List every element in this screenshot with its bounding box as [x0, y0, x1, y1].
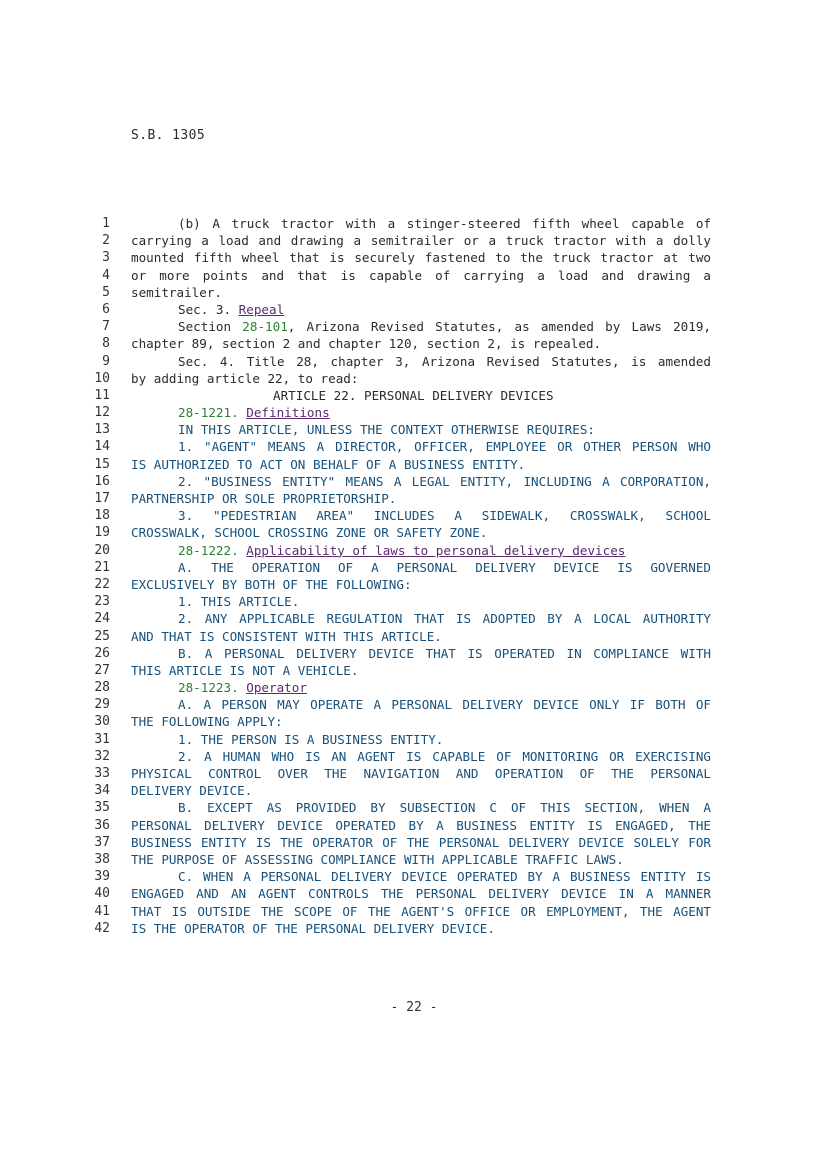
- text-run: Section: [178, 319, 243, 335]
- line-text: [131, 421, 711, 438]
- line-number: 28: [94, 680, 110, 696]
- line-text: [131, 490, 711, 507]
- line-text: [131, 473, 711, 490]
- text-run: 1. THIS ARTICLE.: [178, 594, 300, 610]
- line-text: [131, 249, 711, 266]
- line-number: 21: [94, 559, 110, 575]
- bill-line: [0, 456, 828, 473]
- text-run: IS THE OPERATOR OF THE PERSONAL DELIVERY DEVICE.: [131, 920, 495, 936]
- text-run: B. A PERSONAL DELIVERY DEVICE THAT IS OPERATED IN COMPLIANCE WITH: [178, 645, 711, 661]
- bill-line: [0, 920, 828, 937]
- line-number: 23: [94, 594, 110, 610]
- bill-line: [0, 903, 828, 920]
- line-text: [131, 387, 711, 404]
- text-run: A. A PERSON MAY OPERATE A PERSONAL DELIVERY DEVICE ONLY IF BOTH OF: [178, 697, 711, 713]
- text-run: mounted fifth wheel that is securely fastened to the truck tractor at two: [131, 250, 711, 266]
- text-run: IS AUTHORIZED TO ACT ON BEHALF OF A BUSINESS ENTITY.: [131, 456, 526, 472]
- text-run: PARTNERSHIP OR SOLE PROPRIETORSHIP.: [131, 491, 397, 506]
- text-run: chapter 89, section 2 and chapter 120, section 2, is repealed.: [131, 336, 602, 352]
- bill-line: [0, 438, 828, 455]
- line-number: 7: [102, 319, 110, 335]
- text-run: ENGAGED AND AN AGENT CONTROLS THE PERSONAL DELIVERY DEVICE IN A MANNER: [131, 886, 711, 902]
- line-number: 4: [102, 267, 110, 283]
- text-run: 2. ANY APPLICABLE REGULATION THAT IS ADOPTED BY A LOCAL AUTHORITY: [178, 611, 711, 627]
- bill-text-body: [0, 215, 828, 937]
- text-run: semitrailer.: [131, 284, 222, 300]
- text-run: C. WHEN A PERSONAL DELIVERY DEVICE OPERATED BY A BUSINESS ENTITY IS: [178, 869, 711, 885]
- bill-line: [0, 542, 828, 559]
- bill-line: [0, 353, 828, 370]
- text-run: Sec. 4. Title 28, chapter 3, Arizona Revised Statutes, is amended: [178, 353, 711, 369]
- bill-line: [0, 799, 828, 816]
- text-run: THE FOLLOWING APPLY:: [131, 714, 283, 730]
- bill-line: [0, 284, 828, 301]
- line-number: 16: [94, 473, 110, 489]
- line-text: [131, 507, 711, 524]
- line-number: 5: [102, 284, 110, 300]
- line-number: 42: [94, 920, 110, 936]
- bill-line: [0, 885, 828, 902]
- section-heading: Repeal: [238, 301, 285, 317]
- text-run: A. THE OPERATION OF A PERSONAL DELIVERY DEVICE IS GOVERNED: [178, 559, 711, 575]
- bill-line: [0, 559, 828, 576]
- text-run: DELIVERY DEVICE.: [131, 783, 253, 799]
- text-run: CROSSWALK, SCHOOL CROSSING ZONE OR SAFETY ZONE.: [131, 525, 488, 541]
- bill-line: [0, 249, 828, 266]
- line-number: 31: [94, 731, 110, 747]
- line-text: [131, 524, 711, 541]
- bill-line: [0, 834, 828, 851]
- line-text: [131, 353, 711, 370]
- line-text: [131, 834, 711, 851]
- line-number: 33: [94, 766, 110, 781]
- line-text: [131, 748, 711, 765]
- bill-line: [0, 524, 828, 541]
- line-number: 9: [102, 353, 110, 369]
- line-text: [131, 318, 711, 335]
- bill-line: [0, 370, 828, 387]
- text-run: Sec. 3.: [178, 301, 239, 317]
- line-text: [131, 851, 711, 868]
- line-text: [131, 731, 711, 748]
- section-heading: Definitions: [246, 405, 330, 421]
- text-run: 28-101: [242, 319, 288, 335]
- line-number: 35: [94, 800, 110, 816]
- line-text: [131, 576, 711, 593]
- line-text: [131, 885, 711, 902]
- bill-line: [0, 628, 828, 645]
- bill-line: [0, 507, 828, 524]
- line-number: 17: [94, 491, 110, 506]
- line-number: 41: [94, 903, 110, 919]
- bill-line: [0, 318, 828, 335]
- bill-line: [0, 851, 828, 868]
- line-number: 30: [94, 714, 110, 730]
- bill-line: [0, 473, 828, 490]
- bill-line: [0, 731, 828, 748]
- bill-line: [0, 679, 828, 696]
- line-text: [131, 628, 711, 645]
- section-heading: Operator: [246, 680, 307, 696]
- line-text: [131, 713, 711, 730]
- line-number: 25: [94, 628, 110, 644]
- text-run: B. EXCEPT AS PROVIDED BY SUBSECTION C OF THIS SECTION, WHEN A: [178, 800, 711, 816]
- line-number: 8: [102, 336, 110, 352]
- page-number: - 22 -: [390, 1000, 438, 1015]
- bill-line: [0, 421, 828, 438]
- bill-line: [0, 662, 828, 679]
- text-run: BUSINESS ENTITY IS THE OPERATOR OF THE PERSONAL DELIVERY DEVICE SOLELY FOR: [131, 834, 711, 850]
- text-run: PHYSICAL CONTROL OVER THE NAVIGATION AND OPERATION OF THE PERSONAL: [131, 766, 711, 781]
- line-number: 6: [102, 301, 110, 317]
- line-number: 27: [94, 662, 110, 678]
- line-text: [131, 868, 711, 885]
- bill-line: [0, 868, 828, 885]
- text-run: 2. A HUMAN WHO IS AN AGENT IS CAPABLE OF MONITORING OR EXERCISING: [178, 748, 711, 764]
- line-text: [131, 232, 711, 249]
- line-number: 40: [94, 886, 110, 902]
- bill-line: [0, 387, 828, 404]
- bill-line: [0, 576, 828, 593]
- text-run: THE PURPOSE OF ASSESSING COMPLIANCE WITH APPLICABLE TRAFFIC LAWS.: [131, 851, 624, 867]
- line-text: [131, 679, 711, 696]
- line-text: [131, 559, 711, 576]
- text-run: (b) A truck tractor with a stinger-steered fifth wheel capable of: [178, 216, 711, 231]
- line-text: [131, 645, 711, 662]
- text-run: EXCLUSIVELY BY BOTH OF THE FOLLOWING:: [131, 576, 412, 592]
- text-run: 28-1222.: [178, 542, 247, 558]
- line-number: 15: [94, 456, 110, 472]
- bill-line: [0, 267, 828, 284]
- line-text: [131, 765, 711, 782]
- bill-line: [0, 215, 828, 232]
- line-number: 24: [94, 611, 110, 627]
- line-number: 1: [102, 216, 110, 231]
- text-run: IN THIS ARTICLE, UNLESS THE CONTEXT OTHERWISE REQUIRES:: [178, 422, 596, 438]
- text-run: or more points and that is capable of carrying a load and drawing a: [131, 267, 711, 283]
- text-run: 28-1221.: [178, 405, 247, 421]
- line-number: 20: [94, 542, 110, 558]
- line-text: [131, 593, 711, 610]
- line-number: 13: [94, 422, 110, 438]
- line-number: 39: [94, 869, 110, 885]
- line-text: [131, 662, 711, 679]
- bill-line: [0, 232, 828, 249]
- line-text: [131, 438, 711, 455]
- text-run: AND THAT IS CONSISTENT WITH THIS ARTICLE.: [131, 628, 442, 644]
- text-run: 2. "BUSINESS ENTITY" MEANS A LEGAL ENTITY, INCLUDING A CORPORATION,: [178, 473, 711, 489]
- line-text: [131, 920, 711, 937]
- text-run: carrying a load and drawing a semitrailer or a truck tractor with a dolly: [131, 233, 711, 249]
- line-number: 14: [94, 439, 110, 455]
- bill-line: [0, 610, 828, 627]
- bill-line: [0, 713, 828, 730]
- line-number: 26: [94, 645, 110, 661]
- bill-line: [0, 645, 828, 662]
- text-run: ARTICLE 22. PERSONAL DELIVERY DEVICES: [273, 387, 554, 403]
- line-number: 10: [94, 370, 110, 386]
- text-run: 1. THE PERSON IS A BUSINESS ENTITY.: [178, 731, 444, 747]
- line-text: [131, 404, 711, 421]
- bill-line: [0, 593, 828, 610]
- line-number: 32: [94, 748, 110, 764]
- line-text: [131, 610, 711, 627]
- line-text: [131, 370, 711, 387]
- line-text: [131, 301, 711, 318]
- line-text: [131, 456, 711, 473]
- text-run: THIS ARTICLE IS NOT A VEHICLE.: [131, 662, 359, 678]
- line-number: 37: [94, 834, 110, 850]
- line-number: 38: [94, 851, 110, 867]
- line-text: [131, 215, 711, 232]
- line-number: 12: [94, 405, 110, 421]
- line-text: [131, 267, 711, 284]
- bill-line: [0, 696, 828, 713]
- line-number: 2: [102, 233, 110, 249]
- bill-number: S.B. 1305: [131, 128, 206, 143]
- text-run: by adding article 22, to read:: [131, 370, 359, 386]
- line-text: [131, 782, 711, 799]
- line-number: 29: [94, 697, 110, 713]
- text-run: PERSONAL DELIVERY DEVICE OPERATED BY A BUSINESS ENTITY IS ENGAGED, THE: [131, 817, 711, 833]
- text-run: THAT IS OUTSIDE THE SCOPE OF THE AGENT'S OFFICE OR EMPLOYMENT, THE AGENT: [131, 903, 711, 919]
- line-text: [131, 284, 711, 301]
- bill-line: [0, 765, 828, 782]
- line-number: 22: [94, 576, 110, 592]
- line-text: [131, 542, 711, 559]
- bill-line: [0, 335, 828, 352]
- line-number: 19: [94, 525, 110, 541]
- bill-line: [0, 301, 828, 318]
- text-run: 3. "PEDESTRIAN AREA" INCLUDES A SIDEWALK, CROSSWALK, SCHOOL: [178, 508, 711, 524]
- bill-line: [0, 817, 828, 834]
- line-number: 3: [102, 250, 110, 266]
- line-number: 34: [94, 783, 110, 799]
- line-number: 18: [94, 508, 110, 524]
- bill-line: [0, 748, 828, 765]
- line-text: [131, 335, 711, 352]
- line-number: 36: [94, 817, 110, 833]
- line-text: [131, 799, 711, 816]
- text-run: 1. "AGENT" MEANS A DIRECTOR, OFFICER, EMPLOYEE OR OTHER PERSON WHO: [178, 439, 711, 455]
- bill-line: [0, 490, 828, 507]
- line-number: 11: [94, 387, 110, 403]
- section-heading: Applicability of laws to personal delivery devices: [246, 542, 626, 558]
- text-run: 28-1223.: [178, 680, 247, 696]
- bill-line: [0, 782, 828, 799]
- line-text: [131, 696, 711, 713]
- text-run: , Arizona Revised Statutes, as amended by Laws 2019,: [287, 319, 711, 335]
- line-text: [131, 903, 711, 920]
- line-text: [131, 817, 711, 834]
- bill-line: [0, 404, 828, 421]
